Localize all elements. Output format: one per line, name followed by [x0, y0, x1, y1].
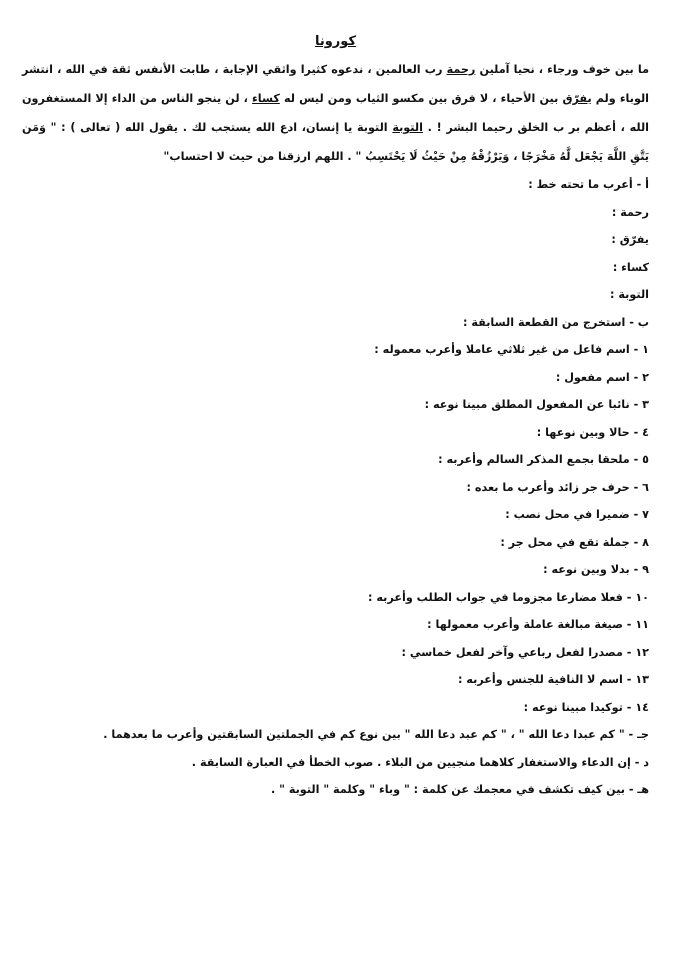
section-e-question: هـ - بين كيف تكشف في معجمك عن كلمة : " وباء " وكلمة " التوبة " .	[270, 783, 649, 796]
extract-item: ٣ - نائبا عن المفعول المطلق مبينا نوعه :	[424, 398, 649, 411]
extract-item: ٢ - اسم مفعول :	[555, 370, 649, 384]
extract-item: ٦ - حرف جر زائد وأعرب ما بعده :	[466, 480, 649, 494]
parse-item-rahma: رحمة :	[611, 205, 649, 219]
extract-item: ٨ - جملة تقع في محل جر :	[500, 535, 649, 549]
underlined-word-tawba: التوبة	[392, 121, 423, 134]
extract-item: ١٤ - توكيدا مبينا نوعه :	[523, 700, 649, 714]
reading-passage	[22, 55, 649, 171]
passage-text: التوبة يا إنسان، ادع الله يستجب لك . يقول الله ( تعالى ) : " وَمَن يَتَّقِ اللَّهَ يَجْعَل لَّهُ مَخْرَجًا ، وَيَرْزُقْهُ مِنْ حَيْثُ لَا يَحْتَسِبُ " . اللهم ارزقنا من حيث لا احتساب"	[22, 121, 649, 163]
passage-text: ما بين خوف ورجاء ، نحيا آملين	[475, 63, 650, 76]
underlined-word-rahma: رحمة	[446, 63, 476, 76]
extract-item: ١٢ - مصدرا لفعل رباعي وآخر لفعل خماسي :	[401, 645, 649, 659]
parse-item-yufarriq: يفرّق :	[611, 233, 649, 246]
extract-item: ١٣ - اسم لا النافية للجنس وأعربه :	[457, 673, 649, 686]
section-d-question: د - إن الدعاء والاستغفار كلاهما منجيين من البلاء . صوب الخطأ في العبارة السابقة .	[191, 755, 649, 769]
passage-text: بين الأحياء ، لا فرق بين مكسو الثياب ومن ليس له	[279, 92, 563, 105]
extract-item: ٧ - ضميرا في محل نصب :	[505, 508, 649, 521]
section-c-question: جـ - " كم عبدا دعا الله " ، " كم عبد دعا الله " بين نوع كم في الجملتين السابقتين وأعرب ما بعدهما .	[103, 728, 649, 741]
extract-item: ١٠ - فعلا مضارعا مجزوما في جواب الطلب وأعربه :	[368, 590, 649, 604]
underlined-word-yufarriq: يفرّق	[562, 92, 592, 105]
parse-item-kisaa: كساء :	[612, 260, 649, 274]
parse-item-tawba: التوبة :	[610, 288, 649, 301]
extract-item: ٤ - حالا وبين نوعها :	[536, 425, 649, 439]
extract-item: ١١ - صيغة مبالغة عاملة وأعرب معمولها :	[427, 618, 649, 631]
extract-item: ٩ - بدلا وبين نوعه :	[543, 563, 649, 576]
passage-text: ، لن ينجو الناس من الداء إلا المستغفرون الله ، أعظم بر ب الخلق رحيما البشر ! .	[22, 92, 649, 134]
extract-item: ٥ - ملحقا بجمع المذكر السالم وأعربه :	[438, 453, 649, 466]
section-a-heading: أ - أعرب ما تحته خط :	[528, 178, 649, 191]
extract-item: ١ - اسم فاعل من غير ثلاثي عاملا وأعرب معموله :	[374, 343, 649, 356]
section-b-heading: ب - استخرج من القطعة السابقة :	[463, 315, 649, 329]
underlined-word-kisaa: كساء	[252, 92, 280, 105]
page-title: كورونا	[314, 34, 357, 49]
passage-text: رب العالمين ، ندعوه كثيرا واثقي الإجابة ، طابت الأنفس ثقة في الله ، انتشر الوباء ولم	[22, 63, 649, 105]
